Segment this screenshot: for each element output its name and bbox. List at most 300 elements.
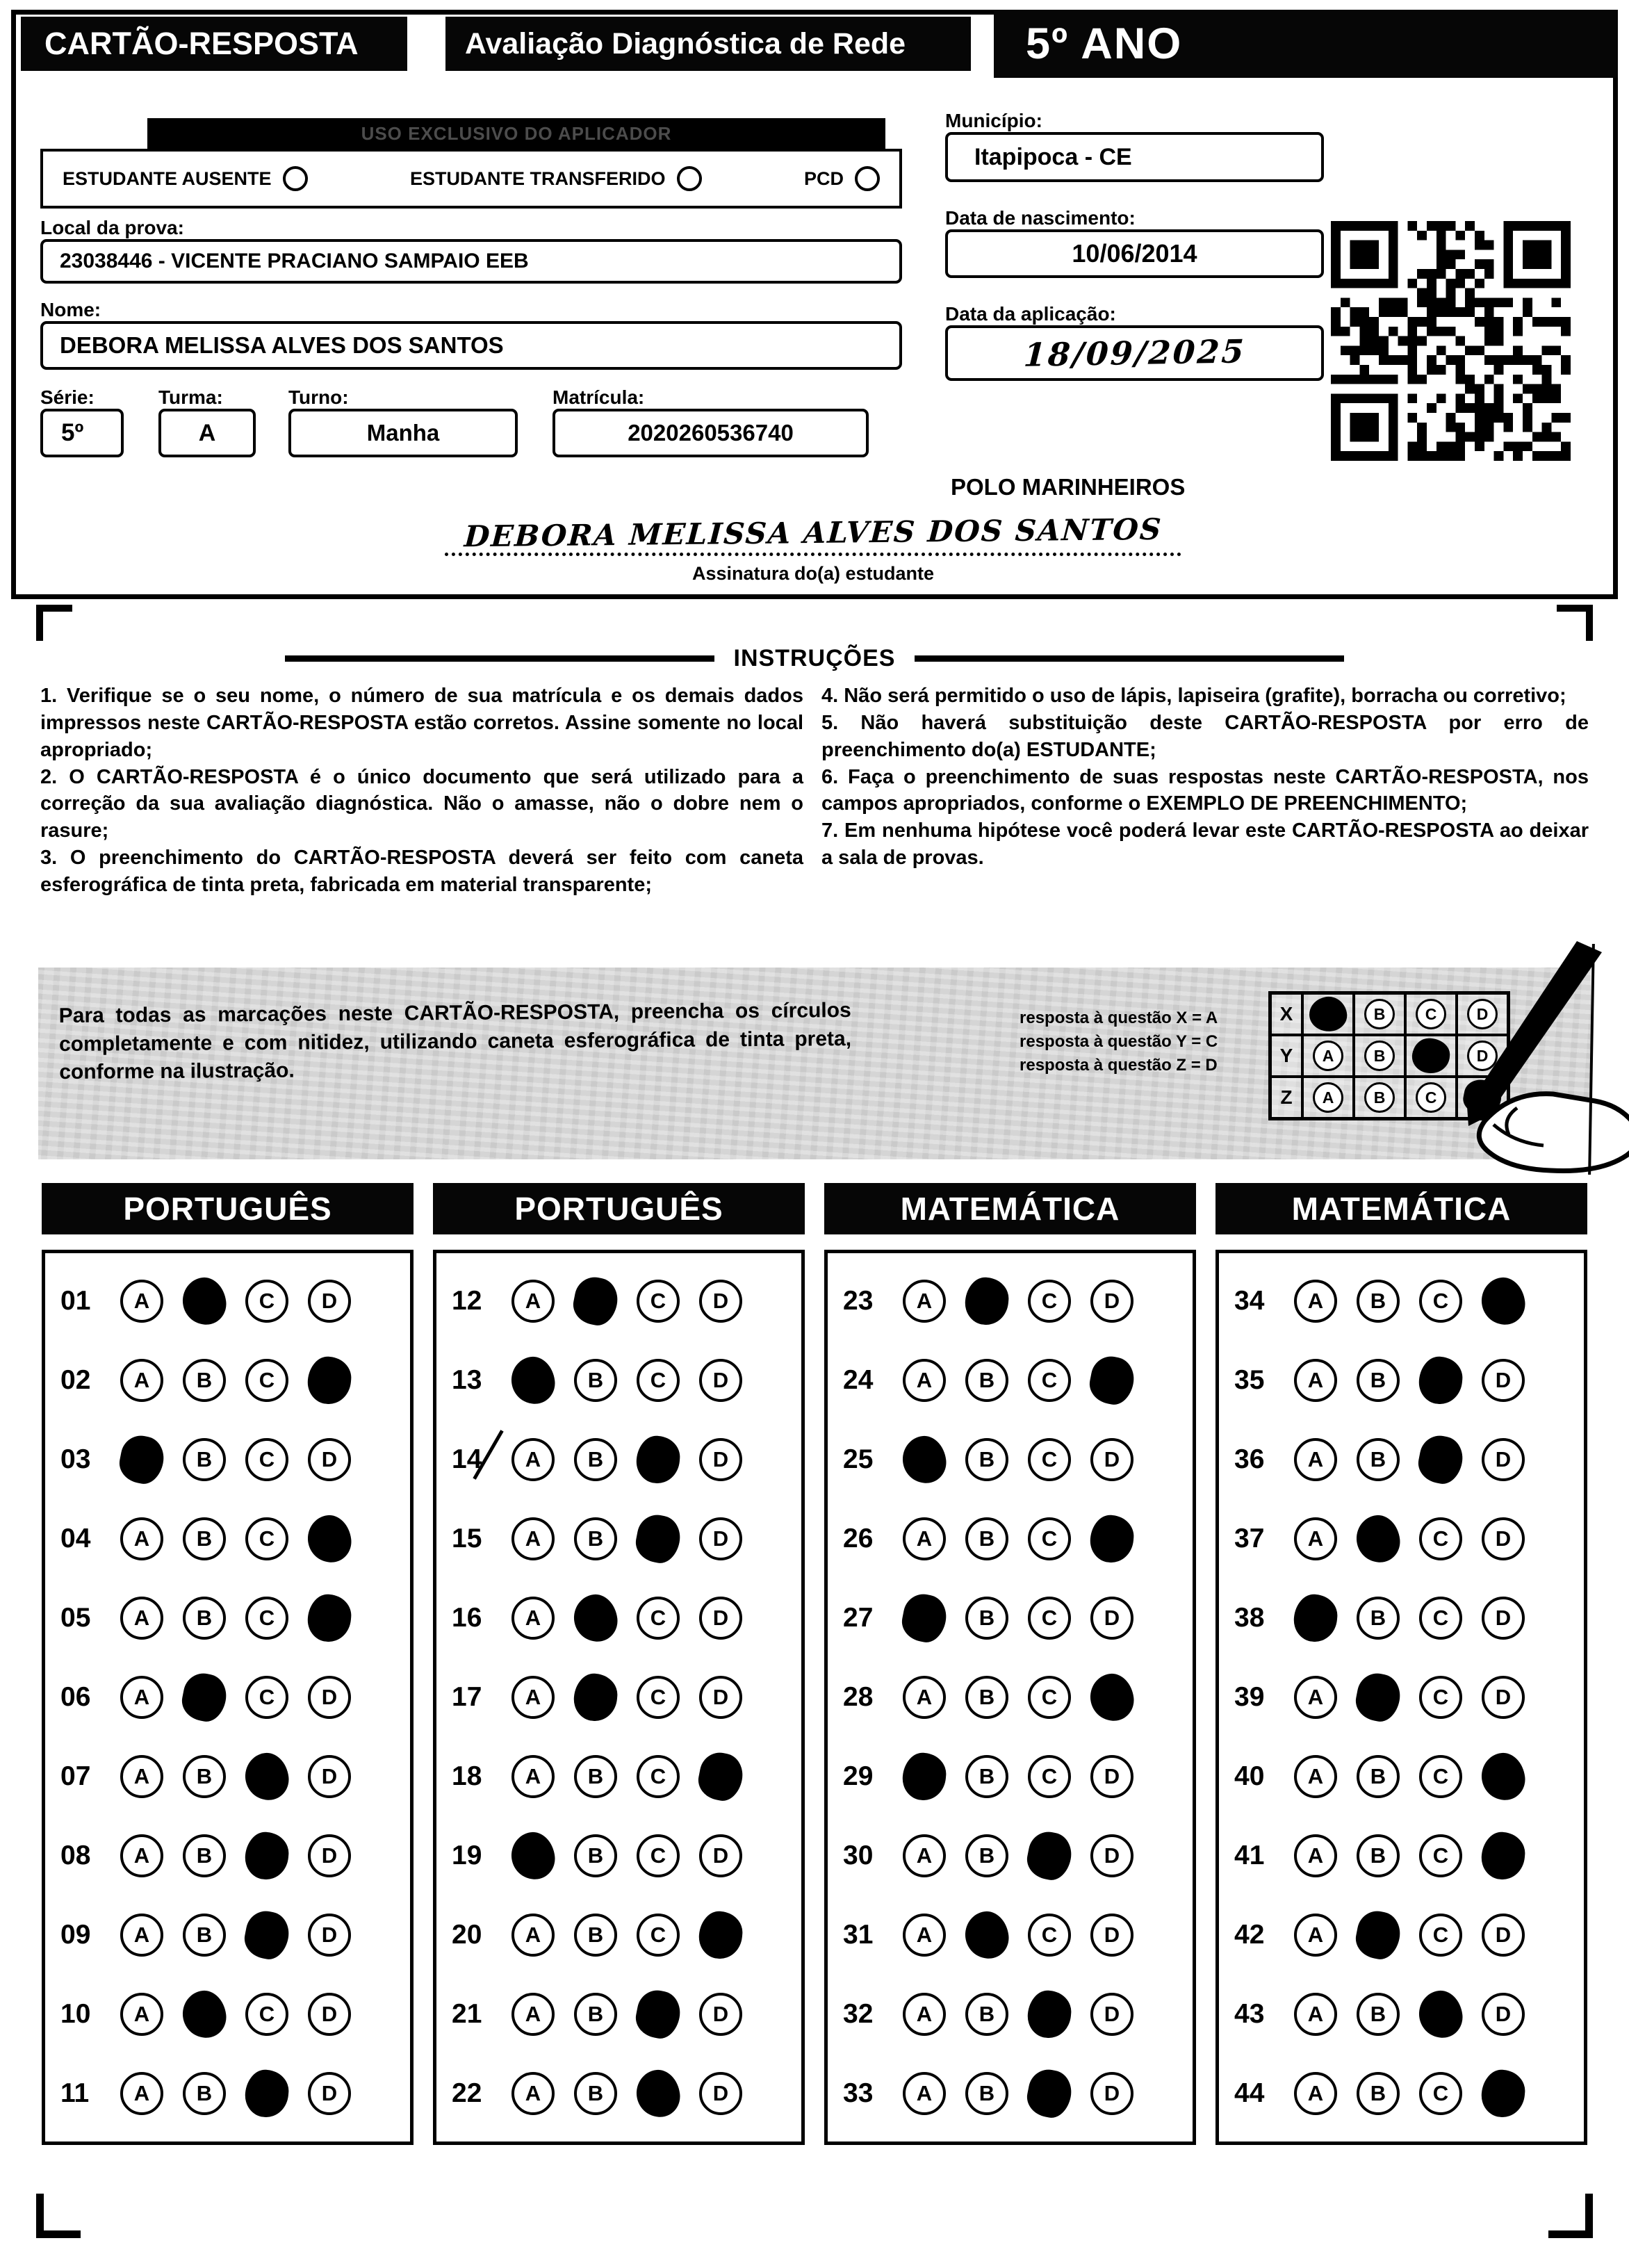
answer-bubble: B <box>183 1597 226 1640</box>
answer-slot <box>1294 1597 1337 1640</box>
answer-bubble: C <box>1028 1676 1071 1719</box>
fill-example-text: Para todas as marcações neste CARTÃO-RESPOSTA, preencha os círculos completamente e com nitidez, utilizando caneta esferográfica de tinta preta, conforme na ilustração. <box>58 999 852 1084</box>
answer-slot <box>1028 1755 1071 1798</box>
answer-bubble: A <box>1294 1517 1337 1560</box>
answer-bubble: A <box>1294 1438 1337 1481</box>
answer-slot <box>308 1597 351 1640</box>
question-row <box>52 1423 403 1496</box>
answer-slot <box>1482 2072 1525 2115</box>
marked-bubble <box>243 1750 291 1802</box>
answer-bubble: A <box>511 1597 555 1640</box>
matricula-label: Matrícula: <box>552 386 645 408</box>
answer-slot <box>1090 1517 1133 1560</box>
marked-bubble <box>1352 1908 1404 1963</box>
answer-bubble: A <box>120 1755 163 1798</box>
answer-bubble: A <box>1294 1993 1337 2036</box>
answer-slot <box>903 1993 946 2036</box>
answer-bubble: D <box>1482 1993 1525 2036</box>
answer-bubble: A <box>903 1834 946 1877</box>
answer-slot <box>637 1755 680 1798</box>
aplicacao-field <box>945 325 1324 381</box>
answer-slot <box>965 1438 1008 1481</box>
answer-slot <box>1028 1359 1071 1402</box>
student-signature: DEBORA MELISSA ALVES DOS SANTOS <box>463 512 1163 554</box>
marked-bubble <box>1088 1671 1136 1723</box>
answer-slot <box>1028 1676 1071 1719</box>
answer-slot <box>699 1597 742 1640</box>
answer-bubble: D <box>699 1834 742 1877</box>
answer-slot <box>511 1993 555 2036</box>
answer-slot <box>574 1438 617 1481</box>
answer-bubble: D <box>1090 1438 1133 1481</box>
question-row <box>443 1819 794 1893</box>
question-row <box>443 1661 794 1734</box>
question-number: 26 <box>843 1524 874 1553</box>
answer-slot <box>245 1280 288 1323</box>
answer-slot <box>1482 1676 1525 1719</box>
assessment-title: Avaliação Diagnóstica de Rede <box>445 17 971 71</box>
marked-bubble <box>1415 1433 1466 1487</box>
answer-slot <box>1090 1834 1133 1877</box>
question-row <box>52 1977 403 2051</box>
question-number: 19 <box>452 1841 482 1870</box>
marked-bubble <box>901 1751 948 1802</box>
checkbox-circle-icon <box>283 166 308 191</box>
answer-slot <box>511 1280 555 1323</box>
answer-bubble: B <box>1357 1755 1400 1798</box>
answer-slot <box>1482 1280 1525 1323</box>
question-row <box>835 1423 1186 1496</box>
answer-grid <box>42 1250 414 2145</box>
nascimento-label: Data de nascimento: <box>945 207 1136 229</box>
answer-slot <box>1482 1517 1525 1560</box>
answer-slot <box>903 1280 946 1323</box>
answer-bubble: B <box>965 2072 1008 2115</box>
aplicador-option <box>804 166 880 191</box>
marked-bubble <box>180 1988 229 2040</box>
corner-mark-top-left <box>36 605 72 641</box>
question-number: 28 <box>843 1682 874 1712</box>
answer-slot <box>308 1280 351 1323</box>
answer-bubble: A <box>1294 1676 1337 1719</box>
answer-bubble: B <box>574 1517 617 1560</box>
local-label: Local da prova: <box>40 217 184 238</box>
question-number: 34 <box>1234 1286 1265 1316</box>
answer-slot <box>1090 1993 1133 2036</box>
answer-slot <box>511 1359 555 1402</box>
answer-bubble: A <box>120 1914 163 1957</box>
answer-bubble: A <box>511 1755 555 1798</box>
question-row <box>835 1344 1186 1417</box>
answer-slot <box>183 1597 226 1640</box>
answer-slot <box>1294 1914 1337 1957</box>
question-row <box>835 2057 1186 2130</box>
answer-bubble: B <box>574 1914 617 1957</box>
answer-bubble: B <box>1364 999 1395 1029</box>
answer-bubble: D <box>308 1755 351 1798</box>
answer-slot <box>120 1834 163 1877</box>
question-number: 44 <box>1234 2078 1265 2108</box>
marked-bubble <box>1417 1355 1464 1405</box>
question-number: 35 <box>1234 1365 1265 1395</box>
answer-slot <box>1419 1834 1462 1877</box>
answer-bubble: A <box>1313 1041 1343 1071</box>
answer-slot <box>1357 1359 1400 1402</box>
answer-bubble: B <box>183 1755 226 1798</box>
question-row <box>443 1502 794 1576</box>
answer-slot <box>574 1755 617 1798</box>
answer-bubble: C <box>637 1280 680 1323</box>
answer-slot <box>1357 1834 1400 1877</box>
answer-bubble: B <box>1357 2072 1400 2115</box>
answer-slot <box>574 1597 617 1640</box>
answer-slot <box>1028 1597 1071 1640</box>
answer-bubble: B <box>965 1993 1008 2036</box>
answer-bubble: D <box>699 1993 742 2036</box>
answer-bubble: B <box>1357 1359 1400 1402</box>
answer-bubble: C <box>637 1676 680 1719</box>
corner-mark-bottom-right <box>1548 2194 1593 2238</box>
marked-bubble <box>306 1592 353 1643</box>
answer-slot <box>903 2072 946 2115</box>
answer-bubble: C <box>1419 1755 1462 1798</box>
answer-slot <box>637 1993 680 2036</box>
answer-bubble: B <box>183 1914 226 1957</box>
answer-slot <box>245 1676 288 1719</box>
answer-bubble: C <box>1028 1597 1071 1640</box>
answer-slot <box>1090 1359 1133 1402</box>
answer-bubble: D <box>1482 1914 1525 1957</box>
answer-slot <box>903 1438 946 1481</box>
answer-bubble: C <box>1419 1834 1462 1877</box>
answer-bubble: A <box>511 1438 555 1481</box>
answer-slot <box>120 1280 163 1323</box>
answer-bubble: B <box>965 1834 1008 1877</box>
marked-bubble <box>899 1591 950 1646</box>
question-row <box>835 1740 1186 1813</box>
question-row <box>443 2057 794 2130</box>
marked-bubble <box>1480 1830 1527 1881</box>
answer-slot <box>183 1359 226 1402</box>
answer-slot <box>637 1914 680 1957</box>
question-row <box>835 1581 1186 1655</box>
answer-slot <box>1357 1676 1400 1719</box>
answer-slot <box>1357 1993 1400 2036</box>
answer-slot <box>183 1438 226 1481</box>
answer-bubble: B <box>183 1438 226 1481</box>
example-option-cell <box>1302 1035 1354 1077</box>
question-number: 31 <box>843 1920 874 1950</box>
answer-bubble: D <box>699 1280 742 1323</box>
answer-bubble: C <box>1419 1280 1462 1323</box>
example-option-cell <box>1302 993 1354 1035</box>
answer-slot <box>637 1676 680 1719</box>
marked-bubble <box>1292 1592 1339 1643</box>
answer-slot <box>1028 2072 1071 2115</box>
checkbox-circle-icon <box>677 166 702 191</box>
question-number: 37 <box>1234 1524 1265 1553</box>
answer-slot <box>1294 1676 1337 1719</box>
answer-bubble: C <box>1419 2072 1462 2115</box>
answer-slot <box>1294 1834 1337 1877</box>
answer-slot <box>1419 1755 1462 1798</box>
answer-slot <box>637 2072 680 2115</box>
question-row <box>835 1264 1186 1338</box>
answer-slot <box>574 1914 617 1957</box>
answer-slot <box>1028 1517 1071 1560</box>
example-option-cell <box>1354 993 1405 1035</box>
answer-bubble: D <box>1090 2072 1133 2115</box>
answer-bubble: D <box>308 1280 351 1323</box>
question-row <box>1226 2057 1577 2130</box>
answer-bubble: A <box>120 1834 163 1877</box>
answer-slot <box>183 1755 226 1798</box>
answer-slot <box>120 1914 163 1957</box>
answer-bubble: B <box>183 1834 226 1877</box>
answer-bubble: D <box>699 1438 742 1481</box>
answer-slot <box>183 1280 226 1323</box>
answer-bubble: D <box>1090 1755 1133 1798</box>
question-row <box>1226 1661 1577 1734</box>
answer-slot <box>183 1993 226 2036</box>
example-row-label: X <box>1270 993 1302 1035</box>
answer-bubble: B <box>574 1359 617 1402</box>
question-number: 07 <box>60 1761 91 1791</box>
answer-bubble: A <box>120 1359 163 1402</box>
answer-bubble: D <box>1090 1914 1133 1957</box>
answer-bubble: B <box>574 1834 617 1877</box>
answer-bubble: A <box>511 2072 555 2115</box>
answer-slot <box>308 1359 351 1402</box>
answer-slot <box>511 1597 555 1640</box>
answer-bubble: C <box>1416 999 1446 1029</box>
answer-bubble: C <box>637 1755 680 1798</box>
marked-bubble <box>241 1908 293 1963</box>
answer-slot <box>1028 1438 1071 1481</box>
answer-slot <box>965 1914 1008 1957</box>
answer-bubble: C <box>1419 1676 1462 1719</box>
question-row <box>1226 1898 1577 1972</box>
answer-bubble: A <box>120 1993 163 2036</box>
marked-bubble <box>635 1434 682 1485</box>
answer-bubble: C <box>1028 1359 1071 1402</box>
answer-slot <box>1419 1597 1462 1640</box>
answer-slot <box>308 1755 351 1798</box>
answer-slot <box>637 1438 680 1481</box>
question-number: 17 <box>452 1682 482 1712</box>
marked-bubble <box>900 1433 949 1485</box>
question-row <box>52 1264 403 1338</box>
answer-bubble: C <box>245 1676 288 1719</box>
answer-slot <box>1090 1755 1133 1798</box>
answer-bubble: A <box>511 1280 555 1323</box>
answer-slot <box>120 1438 163 1481</box>
fill-example-box <box>38 968 1591 1159</box>
question-row <box>1226 1423 1577 1496</box>
answer-slot <box>1419 1676 1462 1719</box>
question-row <box>1226 1977 1577 2051</box>
question-row <box>835 1661 1186 1734</box>
marked-bubble <box>697 1909 744 1960</box>
answer-slot <box>245 1517 288 1560</box>
answer-slot <box>1357 1280 1400 1323</box>
marked-bubble <box>243 1830 290 1881</box>
answer-slot <box>1028 1834 1071 1877</box>
marked-bubble <box>1307 995 1349 1034</box>
answer-bubble: D <box>1467 999 1498 1029</box>
answer-slot <box>903 1517 946 1560</box>
answer-slot <box>183 1914 226 1957</box>
answer-bubble: D <box>699 1517 742 1560</box>
answer-slot <box>245 2072 288 2115</box>
answer-slot <box>1357 1755 1400 1798</box>
question-number: 12 <box>452 1286 482 1316</box>
question-number: 16 <box>452 1603 482 1633</box>
answer-slot <box>245 1834 288 1877</box>
answer-slot <box>637 1597 680 1640</box>
question-row <box>1226 1819 1577 1893</box>
answer-slot <box>308 1438 351 1481</box>
marked-bubble <box>1416 1988 1465 2040</box>
answer-section <box>824 1183 1196 2145</box>
answer-bubble: C <box>637 1834 680 1877</box>
marked-bubble <box>1479 1275 1528 1327</box>
instruction-item: 3. O preenchimento do CARTÃO-RESPOSTA deverá ser feito com caneta esferográfica de tinta preta, fabricada em material transparente; <box>40 847 803 897</box>
answer-bubble: C <box>1416 1082 1446 1113</box>
answer-bubble: D <box>699 1676 742 1719</box>
answer-bubble: B <box>183 2072 226 2115</box>
answer-section <box>1215 1183 1587 2145</box>
answer-sections <box>42 1183 1587 2145</box>
answer-slot <box>511 1755 555 1798</box>
answer-bubble: C <box>1419 1597 1462 1640</box>
question-number: 08 <box>60 1841 91 1870</box>
marked-bubble <box>572 1672 619 1722</box>
answer-bubble: A <box>1294 1280 1337 1323</box>
answer-bubble: A <box>903 1993 946 2036</box>
marked-bubble <box>509 1354 557 1406</box>
answer-bubble: C <box>1028 1438 1071 1481</box>
answer-slot <box>1357 1914 1400 1957</box>
answer-slot <box>120 1676 163 1719</box>
answer-bubble: B <box>1364 1041 1395 1071</box>
answer-slot <box>1482 1993 1525 2036</box>
aplicador-body <box>40 149 902 209</box>
question-number: 09 <box>60 1920 91 1950</box>
question-number: 06 <box>60 1682 91 1712</box>
question-number: 25 <box>843 1444 874 1474</box>
answer-slot <box>308 1676 351 1719</box>
answer-slot <box>183 1834 226 1877</box>
turno-field: Manha <box>288 409 518 457</box>
answer-slot <box>120 1517 163 1560</box>
answer-slot <box>965 1834 1008 1877</box>
answer-slot <box>511 1676 555 1719</box>
instructions-header <box>285 645 1344 672</box>
question-number: 15 <box>452 1524 482 1553</box>
answer-slot <box>637 1359 680 1402</box>
answer-slot <box>1090 1676 1133 1719</box>
answer-bubble: D <box>1467 1041 1498 1071</box>
question-row <box>835 1977 1186 2051</box>
answer-slot <box>1294 1993 1337 2036</box>
answer-bubble: B <box>183 1359 226 1402</box>
answer-slot <box>574 1676 617 1719</box>
answer-grid <box>824 1250 1196 2145</box>
instruction-item: 2. O CARTÃO-RESPOSTA é o único documento que será utilizado para a correção da sua avaliação diagnóstica. Não o amasse, não o dobre nem o rasure; <box>40 765 803 842</box>
answer-slot <box>511 1517 555 1560</box>
checkbox-circle-icon <box>855 166 880 191</box>
answer-slot <box>1357 2072 1400 2115</box>
example-option-cell <box>1302 1077 1354 1118</box>
question-row <box>835 1819 1186 1893</box>
marked-bubble <box>963 1909 1011 1961</box>
nome-field: DEBORA MELISSA ALVES DOS SANTOS <box>40 321 902 370</box>
question-number: 38 <box>1234 1603 1265 1633</box>
question-number: 03 <box>60 1444 91 1474</box>
answer-bubble: A <box>903 1359 946 1402</box>
answer-bubble: C <box>1028 1280 1071 1323</box>
answer-bubble: A <box>1294 2072 1337 2115</box>
answer-slot <box>1294 1280 1337 1323</box>
answer-bubble: B <box>965 1597 1008 1640</box>
question-number: 13 <box>452 1365 482 1395</box>
answer-bubble: B <box>965 1676 1008 1719</box>
answer-slot <box>120 1359 163 1402</box>
answer-slot <box>120 2072 163 2115</box>
instruction-item: 5. Não haverá substituição deste CARTÃO-RESPOSTA por erro de preenchimento do(a) ESTUDANTE; <box>821 711 1589 761</box>
marked-bubble <box>1024 1829 1075 1884</box>
answer-bubble: B <box>1357 1597 1400 1640</box>
answer-slot <box>574 1517 617 1560</box>
example-option-cell <box>1354 1035 1405 1077</box>
answer-slot <box>1482 1438 1525 1481</box>
answer-slot <box>245 1993 288 2036</box>
answer-slot <box>965 1755 1008 1798</box>
marked-bubble <box>1479 1750 1528 1802</box>
answer-bubble: D <box>1090 1993 1133 2036</box>
answer-slot <box>1419 2072 1462 2115</box>
question-row <box>1226 1344 1577 1417</box>
answer-bubble: C <box>1028 1755 1071 1798</box>
answer-grid <box>1215 1250 1587 2145</box>
answer-slot <box>637 1834 680 1877</box>
answer-bubble: A <box>511 1993 555 2036</box>
question-row <box>1226 1264 1577 1338</box>
question-number: 40 <box>1234 1761 1265 1791</box>
municipio-field: Itapipoca - CE <box>945 132 1324 182</box>
answer-bubble: D <box>308 1834 351 1877</box>
answer-slot <box>1028 1914 1071 1957</box>
answer-slot <box>699 1914 742 1957</box>
answer-slot <box>183 2072 226 2115</box>
answer-slot <box>511 2072 555 2115</box>
answer-slot <box>699 1755 742 1798</box>
answer-bubble: D <box>699 1597 742 1640</box>
answer-bubble: A <box>120 1597 163 1640</box>
answer-bubble: B <box>965 1517 1008 1560</box>
answer-bubble: D <box>699 2072 742 2115</box>
answer-slot <box>903 1755 946 1798</box>
aplicador-option-label: PCD <box>803 168 844 189</box>
answer-slot <box>245 1755 288 1798</box>
turno-label: Turno: <box>288 386 349 408</box>
aplicacao-handwritten-date: 18/09/2025 <box>1022 332 1247 374</box>
question-row <box>443 1898 794 1972</box>
answer-bubble: A <box>120 1676 163 1719</box>
instruction-item: 4. Não será permitido o uso de lápis, lapiseira (grafite), borracha ou corretivo; <box>821 685 1566 707</box>
answer-slot <box>1090 2072 1133 2115</box>
